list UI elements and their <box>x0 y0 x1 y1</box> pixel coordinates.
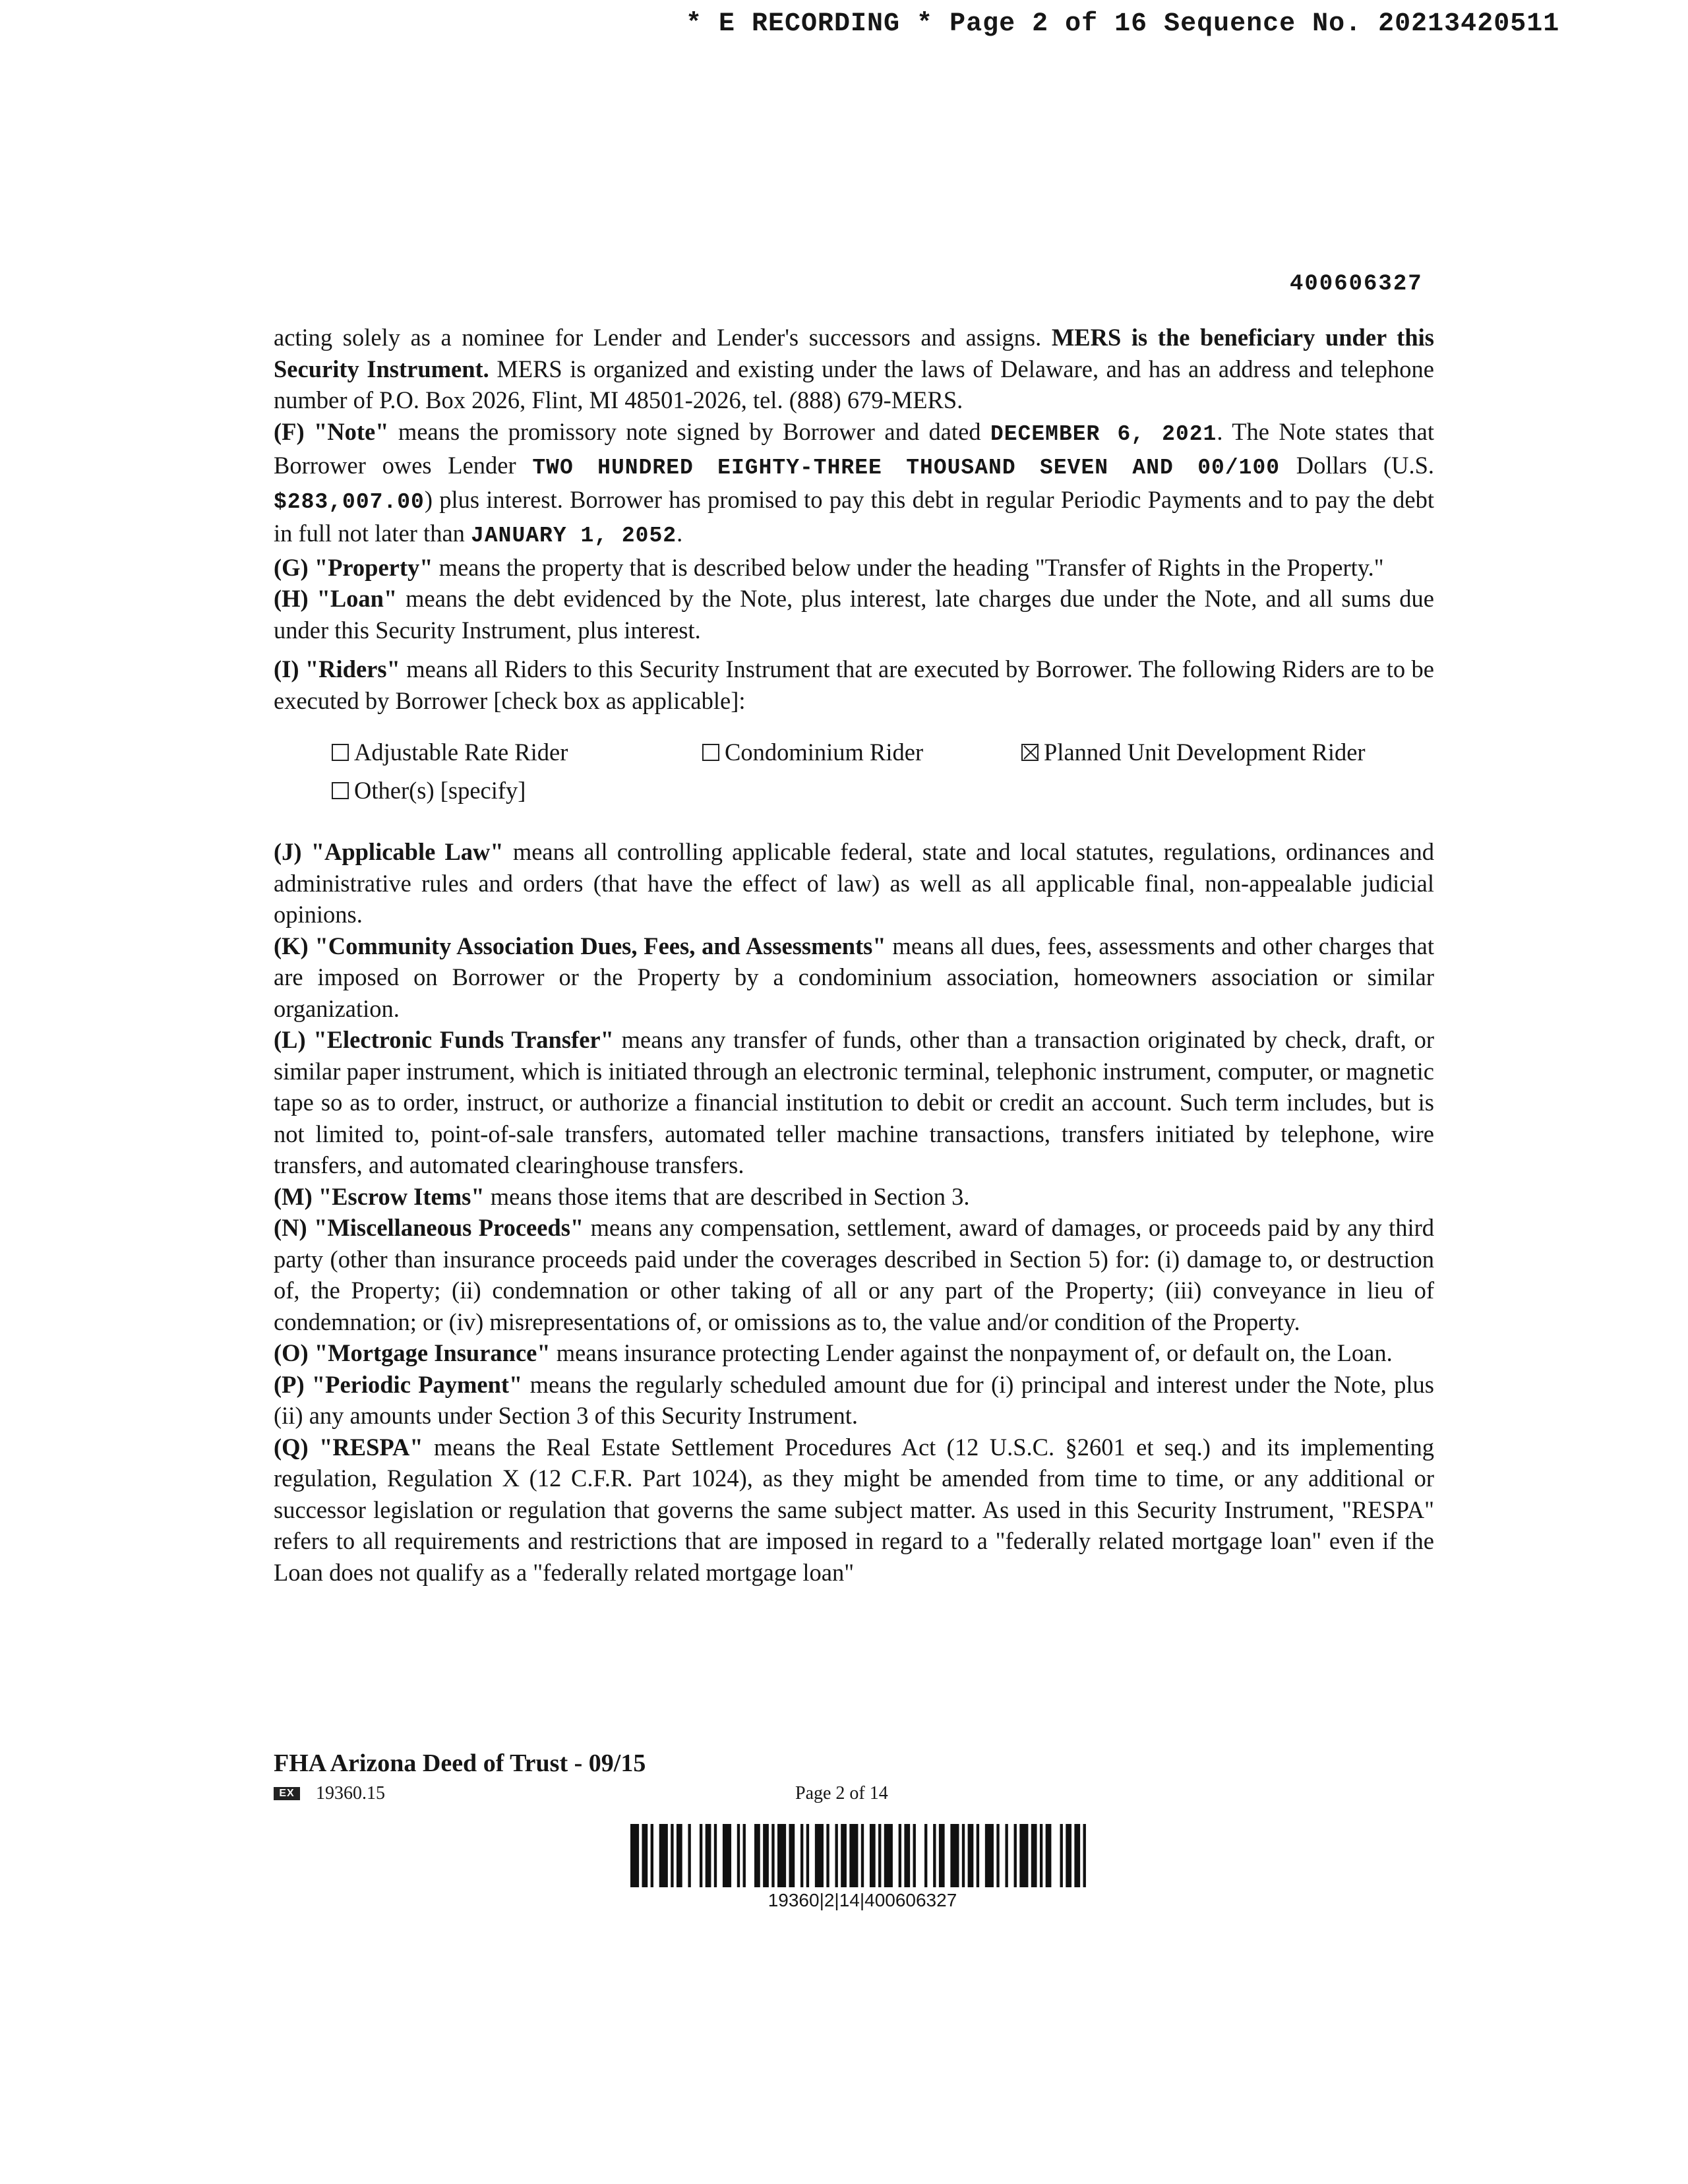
note-date: DECEMBER 6, 2021 <box>990 421 1217 446</box>
definition-n <box>274 1212 1434 1337</box>
definition-p <box>274 1369 1434 1432</box>
rider-adjustable <box>332 737 702 768</box>
rider-label: Planned Unit Development Rider <box>1044 739 1366 766</box>
rider-label: Other(s) [specify] <box>354 777 526 804</box>
loan-number: 400606327 <box>1290 272 1423 297</box>
term: (O) "Mortgage Insurance" <box>274 1339 551 1366</box>
definition-h <box>274 583 1434 646</box>
riders-row-1 <box>274 733 1434 772</box>
checkbox-condominium[interactable] <box>702 744 719 761</box>
term: (K) "Community Association Dues, Fees, and Assessments" <box>274 932 886 959</box>
form-code-line <box>274 1783 385 1804</box>
definition-o <box>274 1337 1434 1369</box>
text: acting solely as a nominee for Lender and Lender's successors and assigns. <box>274 324 1052 351</box>
amount-words: TWO HUNDRED EIGHTY-THREE THOUSAND SEVEN AND 00/100 <box>532 456 1281 480</box>
rider-label: Condominium Rider <box>725 739 924 766</box>
checkbox-adjustable-rate[interactable] <box>332 744 349 761</box>
text: means all controlling applicable federal, state and local statutes, regulations, ordinances and administrative rules and orders (that have the effect of law) as well as all applicable final, non-appealable judicial opinions. <box>274 838 1434 928</box>
text: ) plus interest. Borrower has promised to pay this debt in regular Periodic Payments and to pay the debt in full not later than <box>274 485 1434 547</box>
definition-f <box>274 416 1434 552</box>
text: means any compensation, settlement, award of damages, or proceeds paid by any third party (other than insurance proceeds paid under the coverages described in Section 5) for: (i) damage to, or destruction of, the Property; (ii) condemnation or other taking of all or any part of the Property; (iii) conveyance in lieu of condemnation; or (iv) misrepresentations of, or omissions as to, the value and/or condition of the Property. <box>274 1214 1434 1335</box>
rider-condominium <box>702 737 1021 768</box>
text: Dollars (U.S. <box>1280 452 1434 479</box>
text: means those items that are described in Section 3. <box>484 1182 970 1210</box>
text: . The Note states that Borrower owes Lender <box>274 417 1434 479</box>
amount-figure: $283,007.00 <box>274 489 425 514</box>
term: (G) "Property" <box>274 553 433 581</box>
definition-l <box>274 1024 1434 1181</box>
term: (H) "Loan" <box>274 585 398 612</box>
term: (N) "Miscellaneous Proceeds" <box>274 1214 584 1241</box>
definition-j <box>274 836 1434 930</box>
definition-q <box>274 1432 1434 1589</box>
page-number: Page 2 of 14 <box>795 1783 888 1804</box>
term: (M) "Escrow Items" <box>274 1182 485 1210</box>
term: (I) "Riders" <box>274 655 400 682</box>
maturity-date: JANUARY 1, 2052 <box>471 524 677 548</box>
definition-i <box>274 653 1434 716</box>
term: (L) "Electronic Funds Transfer" <box>274 1026 614 1053</box>
document-body <box>274 322 1434 1588</box>
barcode-icon <box>630 1824 1095 1887</box>
text: means the debt evidenced by the Note, plus interest, late charges due under the Note, and all sums due under this Security Instrument, plus interest. <box>274 585 1434 644</box>
term: (J) "Applicable Law" <box>274 838 504 865</box>
rider-other <box>332 775 702 806</box>
text: means the property that is described below under the heading "Transfer of Rights in the Property." <box>433 553 1384 581</box>
definition-g <box>274 552 1434 584</box>
term: (P) "Periodic Payment" <box>274 1370 523 1398</box>
text-bold: MERS is the beneficiary under this Security Instrument. <box>274 324 1434 382</box>
text: means the promissory note signed by Borrower and dated <box>388 417 990 445</box>
riders-row-2 <box>274 772 1434 810</box>
checkbox-pud-checked[interactable] <box>1021 744 1039 761</box>
definition-k <box>274 930 1434 1025</box>
barcode-text: 19360|2|14|400606327 <box>768 1890 957 1910</box>
text: means all dues, fees, assessments and other charges that are imposed on Borrower or the Property by a condominium association, homeowners association or similar organization. <box>274 932 1434 1022</box>
text: means the regularly scheduled amount due for (i) principal and interest under the Note, plus (ii) any amounts under Section 3 of this Security Instrument. <box>274 1370 1435 1429</box>
text: . <box>677 520 683 547</box>
definition-m <box>274 1181 1434 1213</box>
checkbox-other[interactable] <box>332 782 349 799</box>
text: means any transfer of funds, other than a transaction originated by check, draft, or similar paper instrument, which is initiated through an electronic terminal, telephonic instrument, computer, or magnetic tape so as to order, instruct, or authorize a financial institution to debit or credit an account. Such term includes, but is not limited to, point-of-sale transfers, automated teller machine transactions, transfers initiated by telephone, wire transfers, and automated clearinghouse transfers. <box>274 1026 1434 1178</box>
term: (Q) "RESPA" <box>274 1433 423 1461</box>
rider-label: Adjustable Rate Rider <box>354 739 568 766</box>
text: means insurance protecting Lender against the nonpayment of, or default on, the Loan. <box>550 1339 1393 1366</box>
mers-paragraph <box>274 322 1434 416</box>
rider-pud <box>1021 737 1366 768</box>
text: means all Riders to this Security Instrument that are executed by Borrower. The following Riders are to be executed by Borrower [check box as applicable]: <box>274 655 1434 714</box>
text: MERS is organized and existing under the laws of Delaware, and has an address and telephone number of P.O. Box 2026, Flint, MI 48501-2026, tel. (888) 679-MERS. <box>274 355 1435 413</box>
riders-checklist <box>274 733 1434 810</box>
recording-header: * E RECORDING * Page 2 of 16 Sequence No. 20213420511 <box>686 9 1560 39</box>
form-code: 19360.15 <box>316 1783 385 1804</box>
text: means the Real Estate Settlement Procedures Act (12 U.S.C. §2601 et seq.) and its implementing regulation, Regulation X (12 C.F.R. Part 1024), as they might be amended from time to time, or any additional or successor legislation or regulation that governs the same subject matter. As used in this Security Instrument, "RESPA" refers to all requirements and restrictions that are imposed in regard to a "federally related mortgage loan" even if the Loan does not qualify as a "federally related mortgage loan" <box>274 1433 1434 1586</box>
ellie-mae-ex-icon: EX <box>274 1787 300 1800</box>
form-title: FHA Arizona Deed of Trust - 09/15 <box>274 1749 646 1777</box>
term: (F) "Note" <box>274 417 389 445</box>
